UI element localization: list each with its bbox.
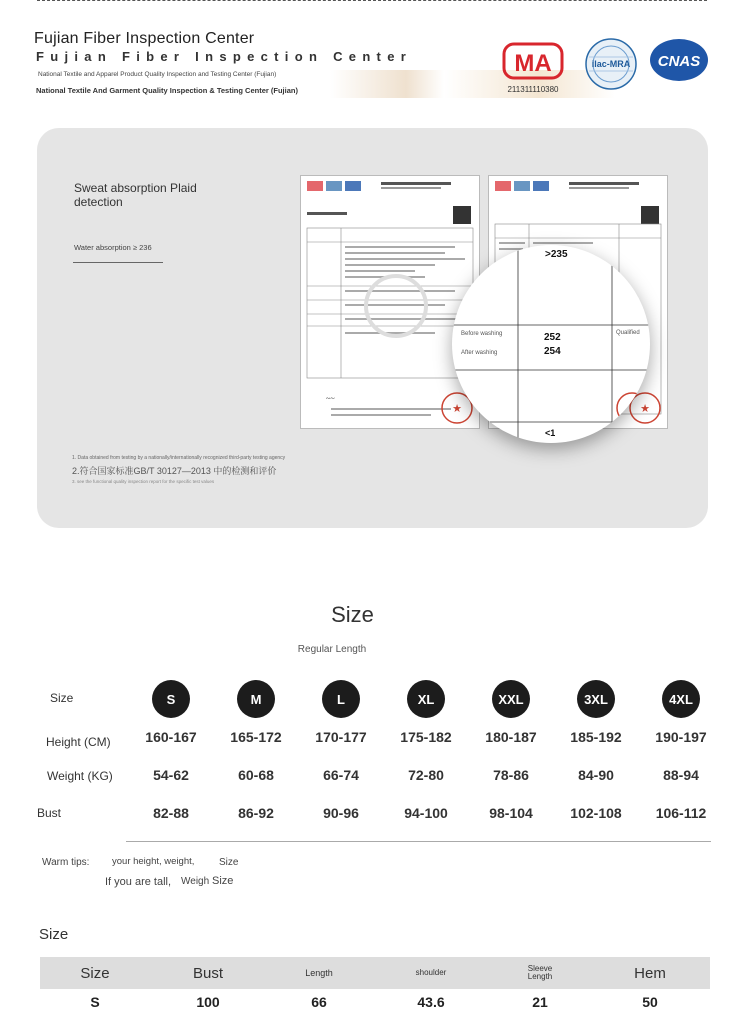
size-badge-m: M <box>237 680 275 718</box>
weight-value: 66-74 <box>323 767 359 783</box>
svg-text:252: 252 <box>544 332 561 343</box>
svg-text:<1: <1 <box>545 428 556 438</box>
measure-cell: 50 <box>642 994 658 1010</box>
measure-col-header: Sleeve Length <box>527 964 553 981</box>
report-note-2: 2.符合国家标准GB/T 30127—2013 中的检测和评价 <box>72 466 277 476</box>
measure-heading: Size <box>39 926 69 943</box>
row-label-height: Height (CM) <box>46 735 111 749</box>
bust-value: 98-104 <box>489 805 533 821</box>
svg-text:CNAS: CNAS <box>657 53 701 70</box>
test-report-page-1 <box>300 175 480 429</box>
height-value: 160-167 <box>145 729 197 745</box>
tip-line2-b: Weigh <box>181 876 210 887</box>
cma-logo <box>500 38 566 94</box>
magnifier-zoom <box>452 245 650 443</box>
bust-value: 82-88 <box>153 805 189 821</box>
svg-text:Before washing: Before washing <box>461 331 503 337</box>
svg-text:★: ★ <box>452 403 462 415</box>
size-divider <box>126 841 711 842</box>
svg-text:~~: ~~ <box>326 394 335 403</box>
height-value: 170-177 <box>315 729 367 745</box>
measure-cell: 100 <box>196 994 220 1010</box>
svg-text:MA: MA <box>514 50 552 77</box>
tip-line1-a: your height, weight, <box>112 856 195 867</box>
bust-value: 86-92 <box>238 805 274 821</box>
weight-value: 78-86 <box>493 767 529 783</box>
center-line-2: National Textile And Garment Quality Inspection & Testing Center (Fujian) <box>36 86 298 95</box>
tip-line1-b: Size <box>219 857 239 868</box>
bust-value: 102-108 <box>570 805 622 821</box>
height-value: 165-172 <box>230 729 282 745</box>
svg-text:After washing: After washing <box>461 350 498 356</box>
center-line-1: National Textile and Apparel Product Quality Inspection and Testing Center (Fujian) <box>38 71 277 78</box>
report-note-1: 1. Data obtained from testing by a nationally/internationally recognized third-party testing agency <box>72 455 286 461</box>
size-badge-l: L <box>322 680 360 718</box>
warm-tips-label: Warm tips: <box>42 857 90 868</box>
top-divider <box>37 0 707 1</box>
height-value: 185-192 <box>570 729 622 745</box>
row-label-bust: Bust <box>37 806 62 820</box>
measure-cell: 43.6 <box>417 994 445 1010</box>
measure-col-header: Hem <box>634 964 666 982</box>
size-badge-3xl: 3XL <box>577 680 615 718</box>
bust-value: 94-100 <box>404 805 448 821</box>
svg-text:254: 254 <box>544 346 561 357</box>
svg-text:>235: >235 <box>545 249 568 260</box>
row-label-size: Size <box>50 691 74 705</box>
title-underline <box>73 262 163 263</box>
measure-col-header: shoulder <box>415 968 447 977</box>
water-absorption-label: Water absorption ≥ 236 <box>74 243 152 252</box>
report-note-3: 3. see the functional quality inspection report for the specific test values <box>72 479 215 484</box>
weight-value: 60-68 <box>238 767 274 783</box>
center-title: Fujian Fiber Inspection Center <box>34 30 255 47</box>
svg-text:ilac-MRA: ilac-MRA <box>591 59 631 69</box>
height-value: 190-197 <box>655 729 707 745</box>
size-badge-s: S <box>152 680 190 718</box>
measure-cell: 21 <box>532 994 548 1010</box>
svg-text:211311110380: 211311110380 <box>507 85 559 94</box>
weight-value: 84-90 <box>578 767 614 783</box>
weight-value: 72-80 <box>408 767 444 783</box>
weight-value: 54-62 <box>153 767 189 783</box>
bust-value: 106-112 <box>655 805 707 821</box>
size-badge-xxl: XXL <box>492 680 530 718</box>
measure-cell: S <box>90 994 100 1010</box>
size-heading: Size <box>331 602 374 627</box>
weight-value: 88-94 <box>663 767 699 783</box>
measure-col-header: Bust <box>192 964 223 982</box>
tip-line2-a: If you are tall, <box>105 876 172 888</box>
size-badge-xl: XL <box>407 680 445 718</box>
height-value: 180-187 <box>485 729 537 745</box>
ilac-mra-logo <box>584 37 638 91</box>
row-label-weight: Weight (KG) <box>47 769 113 783</box>
measure-col-header: Size <box>80 964 110 982</box>
report-title: Sweat absorption Plaid detection <box>74 181 197 209</box>
center-subtitle: Fujian Fiber Inspection Center <box>36 49 413 64</box>
measure-col-header: Length <box>305 968 333 978</box>
svg-text:★: ★ <box>640 403 650 415</box>
size-subheading: Regular Length <box>297 644 367 655</box>
tip-line2-c: Size <box>212 875 234 887</box>
bust-value: 90-96 <box>323 805 359 821</box>
cnas-logo <box>649 37 709 83</box>
height-value: 175-182 <box>400 729 452 745</box>
measure-cell: 66 <box>311 994 327 1010</box>
svg-text:Qualified: Qualified <box>616 330 640 336</box>
size-badge-4xl: 4XL <box>662 680 700 718</box>
